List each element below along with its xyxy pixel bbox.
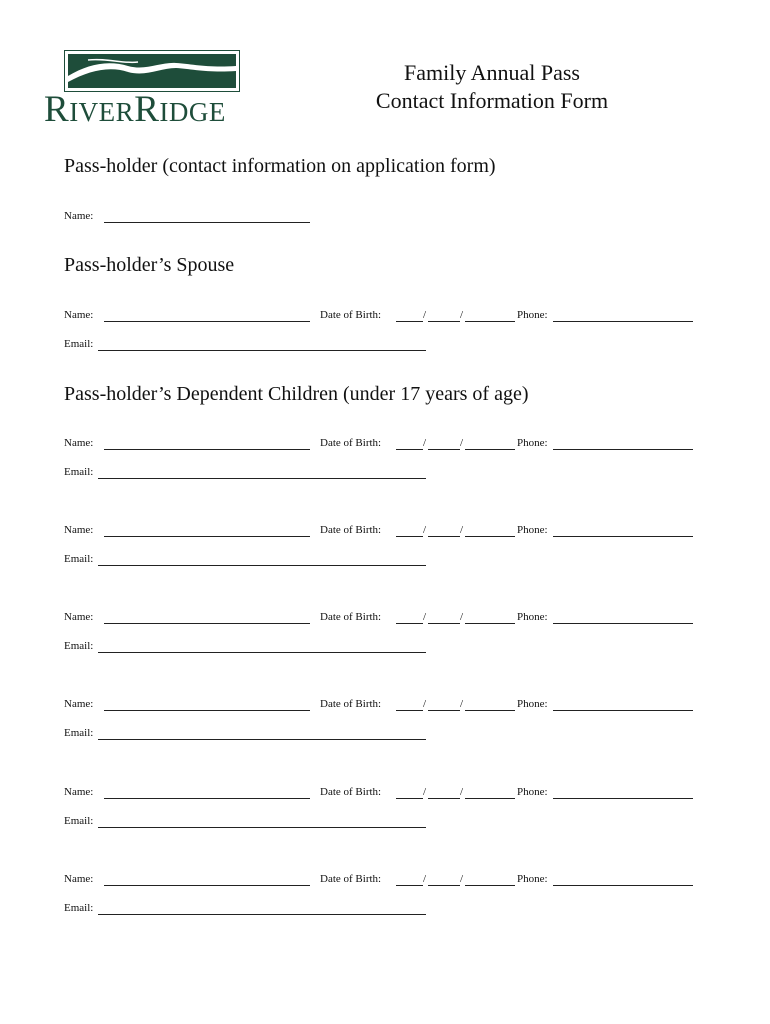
dob-slash: / bbox=[423, 309, 427, 321]
child-4-email-field[interactable] bbox=[98, 739, 426, 740]
name-label: Name: bbox=[64, 873, 94, 885]
child-3-dob-year-field[interactable] bbox=[465, 623, 515, 624]
child-1-dob-day-field[interactable] bbox=[428, 449, 460, 450]
child-4-dob-year-field[interactable] bbox=[465, 710, 515, 711]
child-2-phone-field[interactable] bbox=[553, 536, 693, 537]
child-2-dob-month-field[interactable] bbox=[396, 536, 423, 537]
phone-label: Phone: bbox=[517, 873, 548, 885]
spouse-dob-day-field[interactable] bbox=[428, 321, 460, 322]
child-5-email-field[interactable] bbox=[98, 827, 426, 828]
child-1-dob-month-field[interactable] bbox=[396, 449, 423, 450]
dob-label: Date of Birth: bbox=[320, 873, 382, 885]
email-label: Email: bbox=[64, 640, 94, 652]
dob-label: Date of Birth: bbox=[320, 611, 382, 623]
title-line-1: Family Annual Pass bbox=[403, 60, 580, 85]
child-3-dob-day-field[interactable] bbox=[428, 623, 460, 624]
name-label: Name: bbox=[64, 786, 94, 798]
child-3-dob-month-field[interactable] bbox=[396, 623, 423, 624]
email-label: Email: bbox=[64, 466, 94, 478]
child-6-dob-month-field[interactable] bbox=[396, 885, 423, 886]
dob-slash: / bbox=[460, 611, 464, 623]
dob-label: Date of Birth: bbox=[320, 786, 382, 798]
dob-label: Date of Birth: bbox=[320, 524, 382, 536]
dob-slash: / bbox=[423, 786, 427, 798]
dob-slash: / bbox=[423, 437, 427, 449]
name-label: Name: bbox=[64, 437, 94, 449]
child-4-dob-month-field[interactable] bbox=[396, 710, 423, 711]
email-label: Email: bbox=[64, 338, 94, 350]
phone-label: Phone: bbox=[517, 611, 548, 623]
phone-label: Phone: bbox=[517, 524, 548, 536]
dob-slash: / bbox=[460, 786, 464, 798]
child-6-dob-year-field[interactable] bbox=[465, 885, 515, 886]
email-label: Email: bbox=[64, 815, 94, 827]
child-3-email-field[interactable] bbox=[98, 652, 426, 653]
child-2-name-field[interactable] bbox=[104, 536, 310, 537]
child-6-phone-field[interactable] bbox=[553, 885, 693, 886]
name-label: Name: bbox=[64, 611, 94, 623]
child-1-phone-field[interactable] bbox=[553, 449, 693, 450]
dob-slash: / bbox=[460, 524, 464, 536]
dob-slash: / bbox=[423, 524, 427, 536]
child-1-dob-year-field[interactable] bbox=[465, 449, 515, 450]
dob-slash: / bbox=[460, 873, 464, 885]
child-6-dob-day-field[interactable] bbox=[428, 885, 460, 886]
phone-label: Phone: bbox=[517, 309, 548, 321]
passholder-name-field[interactable] bbox=[104, 222, 310, 223]
child-3-phone-field[interactable] bbox=[553, 623, 693, 624]
spouse-email-field[interactable] bbox=[98, 350, 426, 351]
riverridge-logo bbox=[44, 50, 264, 130]
child-5-phone-field[interactable] bbox=[553, 798, 693, 799]
child-1-name-field[interactable] bbox=[104, 449, 310, 450]
child-5-dob-month-field[interactable] bbox=[396, 798, 423, 799]
river-icon bbox=[68, 54, 236, 88]
spouse-dob-year-field[interactable] bbox=[465, 321, 515, 322]
logo-emblem bbox=[64, 50, 240, 92]
name-label: Name: bbox=[64, 524, 94, 536]
child-2-dob-day-field[interactable] bbox=[428, 536, 460, 537]
section-heading-children: Pass-holder’s Dependent Children (under 17 years of age) bbox=[64, 383, 529, 405]
spouse-phone-field[interactable] bbox=[553, 321, 693, 322]
section-heading-passholder: Pass-holder (contact information on application form) bbox=[64, 155, 496, 177]
dob-slash: / bbox=[423, 611, 427, 623]
name-label: Name: bbox=[64, 309, 94, 321]
dob-label: Date of Birth: bbox=[320, 309, 382, 321]
child-2-dob-year-field[interactable] bbox=[465, 536, 515, 537]
name-label: Name: bbox=[64, 210, 94, 222]
section-heading-spouse: Pass-holder’s Spouse bbox=[64, 254, 235, 276]
dob-slash: / bbox=[460, 437, 464, 449]
spouse-name-field[interactable] bbox=[104, 321, 310, 322]
spouse-dob-month-field[interactable] bbox=[396, 321, 423, 322]
child-4-dob-day-field[interactable] bbox=[428, 710, 460, 711]
child-4-phone-field[interactable] bbox=[553, 710, 693, 711]
email-label: Email: bbox=[64, 553, 94, 565]
phone-label: Phone: bbox=[517, 437, 548, 449]
dob-slash: / bbox=[460, 309, 464, 321]
child-4-name-field[interactable] bbox=[104, 710, 310, 711]
name-label: Name: bbox=[64, 698, 94, 710]
form-title bbox=[340, 59, 644, 115]
dob-slash: / bbox=[423, 873, 427, 885]
child-3-name-field[interactable] bbox=[104, 623, 310, 624]
dob-label: Date of Birth: bbox=[320, 437, 382, 449]
child-5-dob-day-field[interactable] bbox=[428, 798, 460, 799]
child-6-email-field[interactable] bbox=[98, 914, 426, 915]
phone-label: Phone: bbox=[517, 698, 548, 710]
child-1-email-field[interactable] bbox=[98, 478, 426, 479]
dob-slash: / bbox=[460, 698, 464, 710]
phone-label: Phone: bbox=[517, 786, 548, 798]
child-5-dob-year-field[interactable] bbox=[465, 798, 515, 799]
email-label: Email: bbox=[64, 902, 94, 914]
dob-label: Date of Birth: bbox=[320, 698, 382, 710]
logo-wordmark: RIVERRIDGE bbox=[44, 89, 226, 130]
child-6-name-field[interactable] bbox=[104, 885, 310, 886]
child-2-email-field[interactable] bbox=[98, 565, 426, 566]
child-5-name-field[interactable] bbox=[104, 798, 310, 799]
dob-slash: / bbox=[423, 698, 427, 710]
title-line-2: Contact Information Form bbox=[375, 88, 609, 113]
email-label: Email: bbox=[64, 727, 94, 739]
